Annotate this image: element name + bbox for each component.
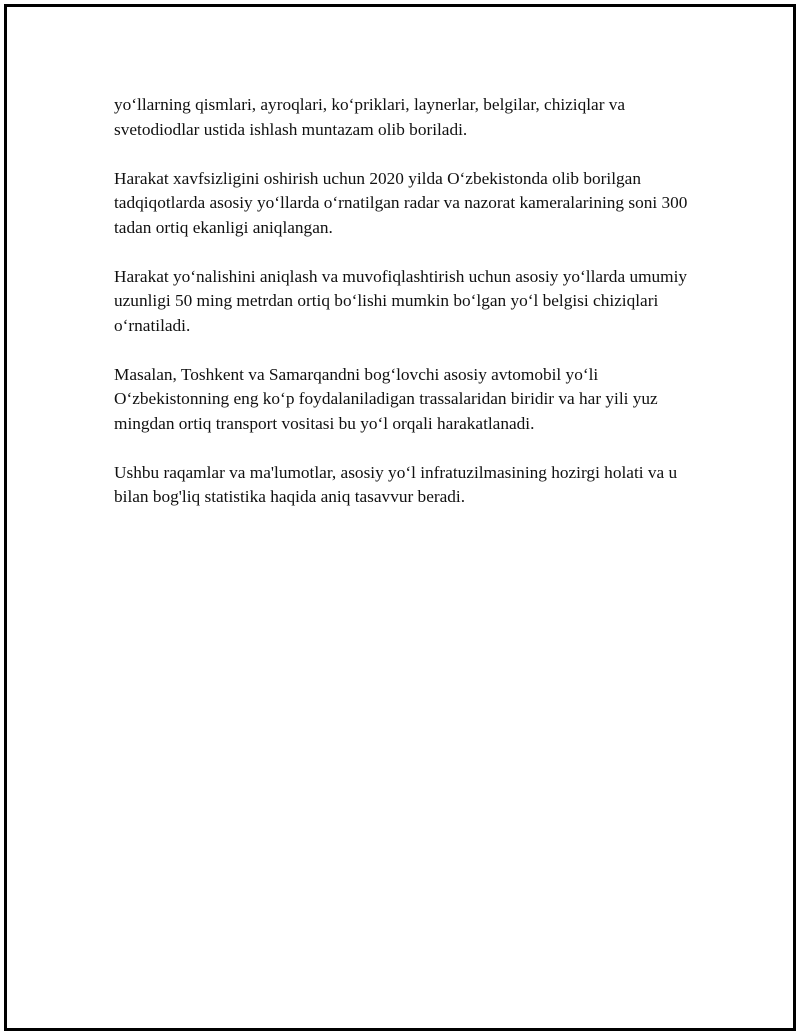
paragraph-tashkent-samarkand: Masalan, Toshkent va Samarqandni bog‘lovchi asosiy avtomobil yo‘li O‘zbekistonning eng ko‘p foydalaniladigan trassalaridan biridir va har yili yuz mingdan ortiq transport vositasi bu yo‘l orqali harakatlanadi. [114,364,658,433]
paragraph-summary: Ushbu raqamlar va ma'lumotlar, asosiy yo‘l infratuzilmasining hozirgi holati va u bilan bog'liq statistika haqida aniq tasavvur beradi. [114,462,678,506]
document-body [114,93,694,534]
paragraph-road-markings: Harakat yo‘nalishini aniqlash va muvofiqlashtirish uchun asosiy yo‘llarda umumiy uzunligi 50 ming metrdan ortiq bo‘lishi mumkin bo‘lgan yo‘l belgisi chiziqlari o‘rnatiladi. [114,266,688,335]
paragraph-traffic-safety: Harakat xavfsizligini oshirish uchun 2020 yilda O‘zbekistonda olib borilgan tadqiqotlarda asosiy yo‘llarda o‘rnatilgan radar va nazorat kameralarining soni 300 tadan ortiq ekanligi aniqlangan. [114,168,688,237]
paragraph-road-maintenance: yo‘llarning qismlari, ayroqlari, ko‘priklari, laynerlar, belgilar, chiziqlar va svetodiodlar ustida ishlash muntazam olib boriladi. [114,95,626,139]
